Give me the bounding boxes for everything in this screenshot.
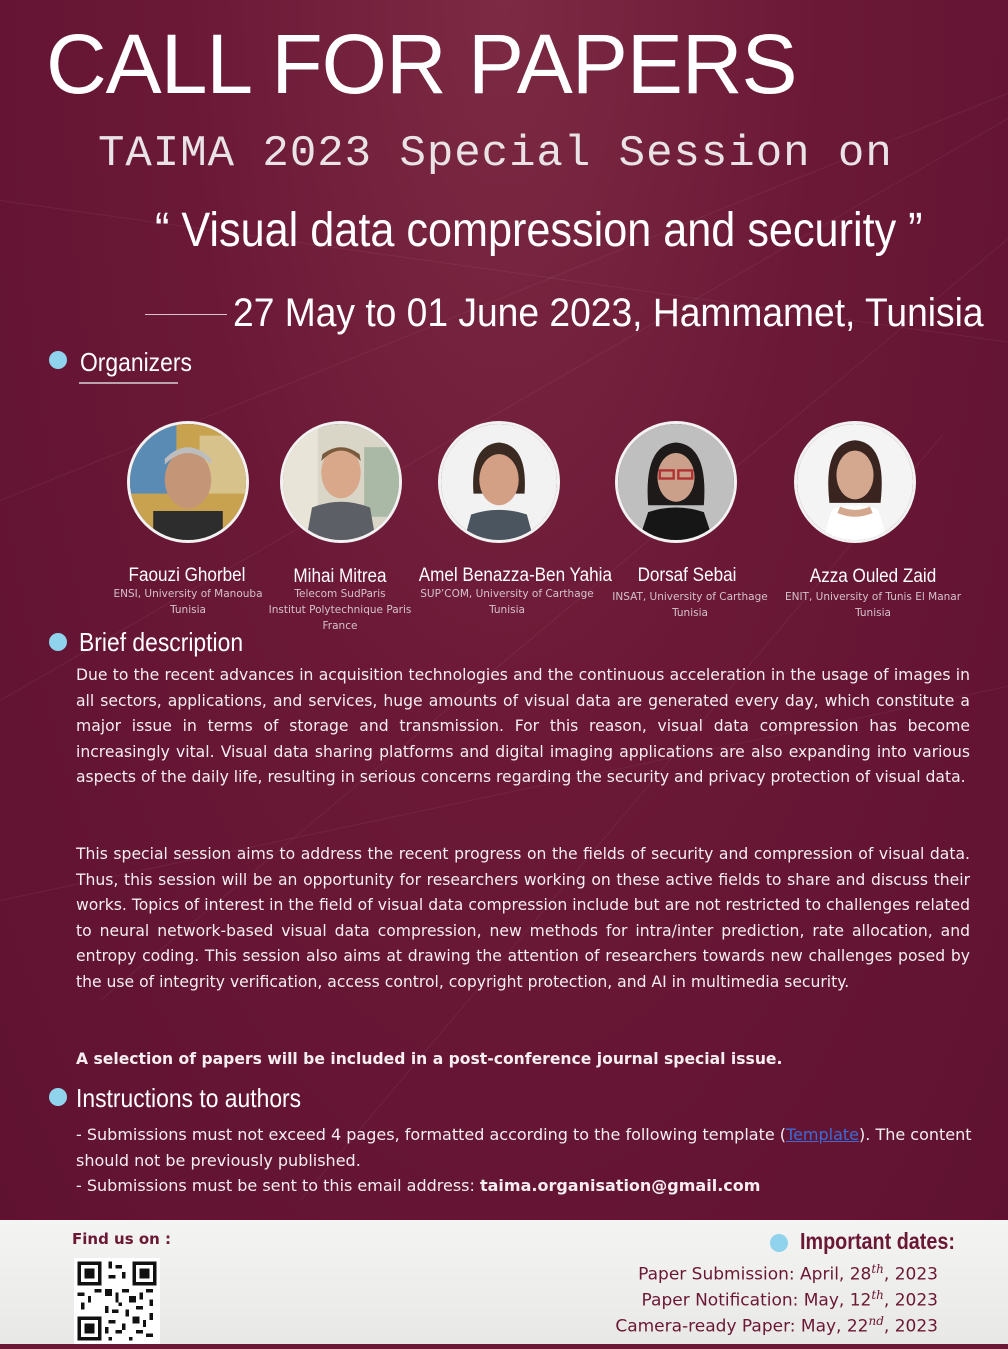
organizer-photo-azza-ouled-zaid <box>794 421 916 543</box>
organizer-affiliation: Institut Polytechnique Paris <box>268 604 412 616</box>
description-paragraph: Due to the recent advances in acquisition technologies and the continuous acceleration in the usage of images in all sectors, applications, and services, huge amounts of visual data are generated every day, which constitute a major issue in terms of storage and transmission. For this reason, visual data compression has become increasingly vital. Visual data sharing platforms and digital imaging applications are also expanding into various aspects of the daily life, resulting in serious concerns regarding the security and privacy protection of visual data. <box>76 666 970 787</box>
instruction-email: - Submissions must be sent to this email address: taima.organisation@gmail.com <box>76 1176 761 1195</box>
organizer-affiliation: SUP’COM, University of Carthage <box>420 588 594 600</box>
organizer-name: Dorsaf Sebai <box>637 565 737 586</box>
organizer-name: Azza Ouled Zaid <box>809 566 937 587</box>
organizer-photo-dorsaf-sebai <box>615 421 737 543</box>
description-paragraph: This special session aims to address the recent progress on the fields of security and compression of visual data. Thus, this session will be an opportunity for researchers working on these active fields to share and discuss their works. Topics of interest in the field of visual data compression include but are not restricted to challenges related to neural network-based visual data compression, new methods for intra/inter prediction, rate allocation, and entropy coding. This session also aims at drawing the attention of researchers towards new challenges posed by the use of integrity verification, access control, copyright protection, and AI in multimedia security. <box>76 845 970 991</box>
journal-issue-notice: A selection of papers will be included in a post-conference journal special issue. <box>76 1050 783 1068</box>
instruction-page-limit: - Submissions must not exceed 4 pages, formatted according to the following template (Template). The content should not be previously published. <box>76 1125 972 1170</box>
session-subtitle: TAIMA 2023 Special Session on <box>98 129 893 179</box>
page-title: CALL FOR PAPERS <box>46 17 797 111</box>
organizer-affiliation: INSAT, University of Carthage <box>612 591 768 603</box>
date-paper-notification: Paper Notification: May, 12th, 2023 <box>641 1288 938 1311</box>
organizer-name: Mihai Mitrea <box>293 566 387 587</box>
date-paper-submission: Paper Submission: April, 28th, 2023 <box>638 1262 938 1285</box>
organizer-photo-mihai-mitrea <box>280 421 402 543</box>
instructions-heading: Instructions to authors <box>76 1083 302 1113</box>
date-camera-ready: Camera-ready Paper: May, 22nd, 2023 <box>615 1314 938 1337</box>
find-us-label: Find us on : <box>72 1230 172 1248</box>
dates-bullet-icon <box>770 1234 788 1252</box>
organizer-name: Faouzi Ghorbel <box>128 565 246 586</box>
qr-code-icon[interactable] <box>74 1258 160 1344</box>
organizer-country: Tunisia <box>855 607 891 619</box>
organizer-country: France <box>322 620 358 632</box>
important-dates-heading: Important dates: <box>800 1228 955 1254</box>
template-link[interactable]: Template <box>786 1125 860 1144</box>
description-heading: Brief description <box>79 627 244 657</box>
organizers-heading: Organizers <box>80 347 192 377</box>
submission-email[interactable]: taima.organisation@gmail.com <box>479 1176 761 1195</box>
organizer-country: Tunisia <box>170 604 206 616</box>
date-divider <box>145 314 227 315</box>
organizers-underline <box>79 382 178 384</box>
description-bullet-icon <box>49 633 67 651</box>
date-location: 27 May to 01 June 2023, Hammamet, Tunisia <box>233 291 984 335</box>
organizer-photo-amel-benazza <box>438 421 560 543</box>
instructions-bullet-icon <box>49 1088 67 1106</box>
organizer-country: Tunisia <box>672 607 708 619</box>
session-title: “ Visual data compression and security ” <box>155 204 923 257</box>
organizer-affiliation: ENIT, University of Tunis El Manar <box>784 591 962 603</box>
organizers-bullet-icon <box>49 351 67 369</box>
organizer-name: Amel Benazza-Ben Yahia <box>418 565 612 586</box>
organizer-photo-faouzi-ghorbel <box>127 421 249 543</box>
organizer-affiliation: Telecom SudParis <box>294 588 386 600</box>
organizer-country: Tunisia <box>489 604 525 616</box>
organizer-affiliation: ENSI, University of Manouba <box>113 588 263 600</box>
